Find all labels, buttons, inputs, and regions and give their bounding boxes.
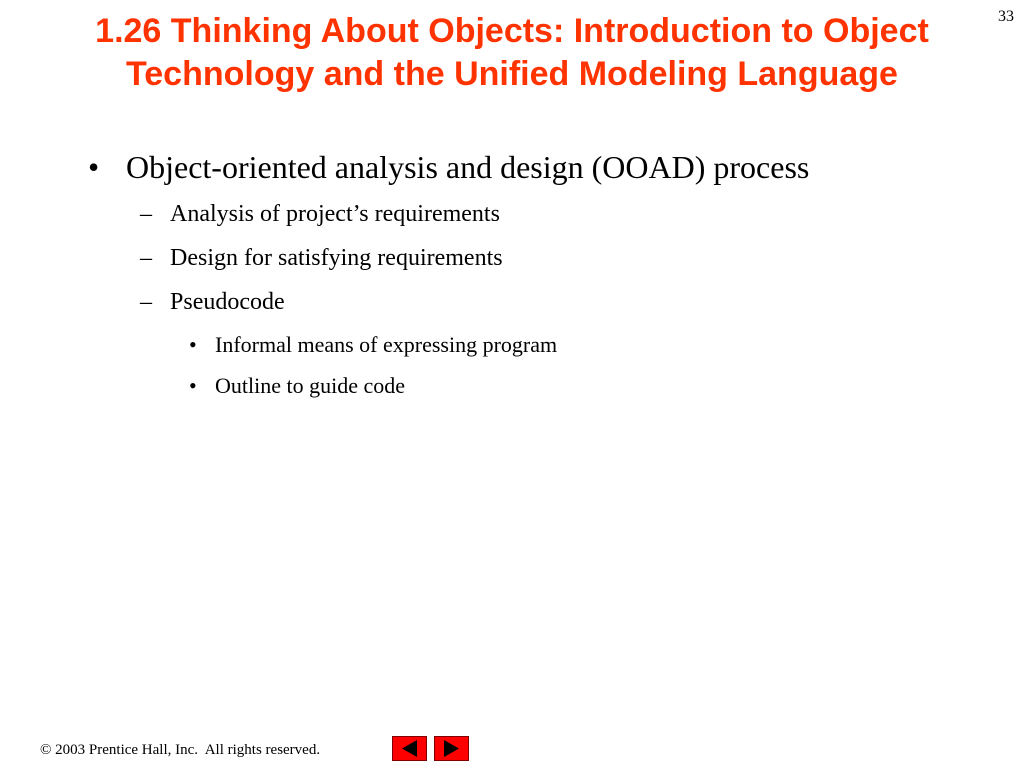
sub-sub-item-text: Outline to guide code — [215, 373, 406, 398]
dash-marker: – — [140, 201, 152, 227]
sub-item-text: Pseudocode — [170, 289, 285, 315]
bullet-marker: • — [189, 373, 197, 398]
sub-item-text: Analysis of project’s requirements — [170, 201, 500, 227]
dash-marker: – — [140, 245, 152, 271]
sub-item-text: Design for satisfying requirements — [170, 245, 503, 271]
footer-copyright — [40, 742, 320, 759]
next-slide-button[interactable] — [434, 736, 469, 761]
bullet-text: Object-oriented analysis and design (OOAD) process — [126, 149, 810, 185]
page-number: 33 — [998, 8, 1014, 25]
triangle-right-icon — [435, 737, 468, 760]
copyright-text: 2003 Prentice Hall, Inc. All rights reserved. — [55, 742, 321, 758]
bullet-marker: • — [88, 149, 100, 185]
triangle-left-icon — [393, 737, 426, 760]
sub-item — [140, 288, 1024, 316]
sub-item — [140, 200, 1024, 228]
sub-sub-item-text: Informal means of expressing program — [215, 332, 558, 357]
slide-title: 1.26 Thinking About Objects: Introduction to Object Technology and the Unified Modeling Language — [95, 12, 929, 93]
dash-marker: – — [140, 289, 152, 315]
copyright-symbol: © — [40, 742, 52, 758]
sub-sub-item — [189, 332, 1024, 358]
slide-body — [0, 146, 1024, 399]
bullet-item — [88, 146, 866, 189]
previous-slide-button[interactable] — [392, 736, 427, 761]
sub-sub-item — [189, 373, 1024, 399]
bullet-marker: • — [189, 332, 197, 357]
sub-item — [140, 244, 1024, 272]
